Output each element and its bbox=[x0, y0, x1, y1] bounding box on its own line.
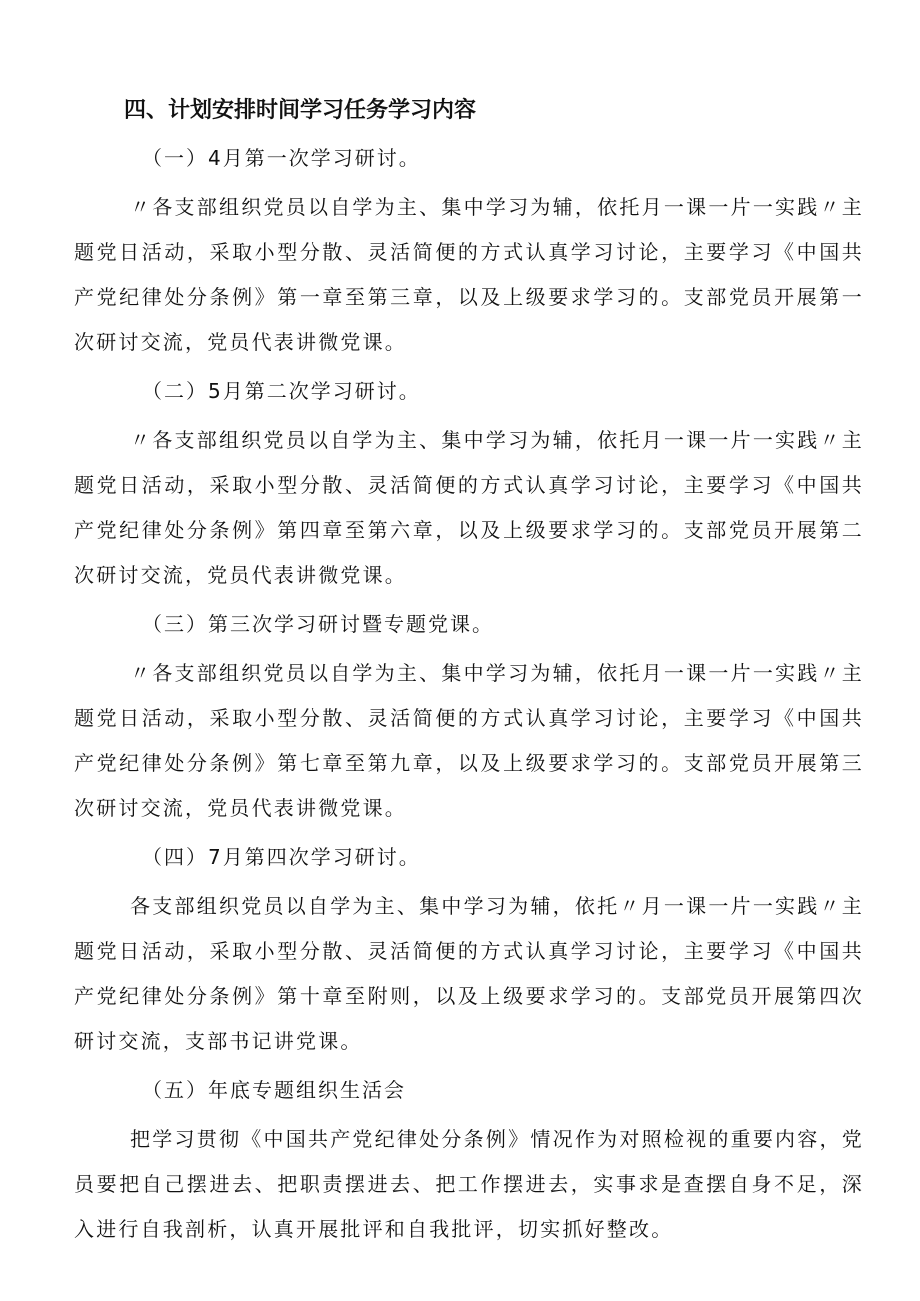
item-1 bbox=[74, 140, 864, 365]
section-title: 四、计划安排时间学习任务学习内容 bbox=[124, 98, 477, 123]
item-4 bbox=[74, 839, 864, 1064]
item-5 bbox=[74, 1072, 864, 1252]
item-2 bbox=[74, 373, 864, 598]
item-5-body: 把学习贯彻《中国共产党纪律处分条例》情况作为对照检视的重要内容，党员要把自己摆进去、把职责摆进去、把工作摆进去，实事求是查摆自身不足，深入进行自我剖析，认真开展批评和自我批评，切实抓好整改。 bbox=[74, 1127, 864, 1241]
item-3-body: 〃各支部组织党员以自学为主、集中学习为辅，依托月一课一片一实践〃主题党日活动，采取小型分散、灵活简便的方式认真学习讨论，主要学习《中国共产党纪律处分条例》第七章至第九章，以及上级要求学习的。支部党员开展第三次研讨交流，党员代表讲微党课。 bbox=[74, 661, 864, 820]
item-2-heading: （二）5月第二次学习研讨。 bbox=[142, 379, 421, 403]
item-4-body: 各支部组织党员以自学为主、集中学习为辅，依托〃月一课一片一实践〃主题党日活动，采取小型分散、灵活简便的方式认真学习讨论，主要学习《中国共产党纪律处分条例》第十章至附则，以及上级要求学习的。支部党员开展第四次研讨交流，支部书记讲党课。 bbox=[74, 894, 864, 1053]
item-2-body: 〃各支部组织党员以自学为主、集中学习为辅，依托月一课一片一实践〃主题党日活动，采取小型分散、灵活简便的方式认真学习讨论，主要学习《中国共产党纪律处分条例》第四章至第六章，以及上级要求学习的。支部党员开展第二次研讨交流，党员代表讲微党课。 bbox=[74, 428, 864, 587]
item-3 bbox=[74, 606, 864, 831]
item-1-heading: （一）4月第一次学习研讨。 bbox=[142, 146, 421, 170]
item-1-body: 〃各支部组织党员以自学为主、集中学习为辅，依托月一课一片一实践〃主题党日活动，采取小型分散、灵活简便的方式认真学习讨论，主要学习《中国共产党纪律处分条例》第一章至第三章，以及上级要求学习的。支部党员开展第一次研讨交流，党员代表讲微党课。 bbox=[74, 195, 864, 354]
item-4-heading: （四）7月第四次学习研讨。 bbox=[142, 845, 421, 869]
document-body bbox=[74, 90, 864, 1260]
item-5-heading: （五）年底专题组织生活会 bbox=[142, 1078, 406, 1102]
item-3-heading: （三）第三次学习研讨暨专题党课。 bbox=[142, 612, 494, 636]
